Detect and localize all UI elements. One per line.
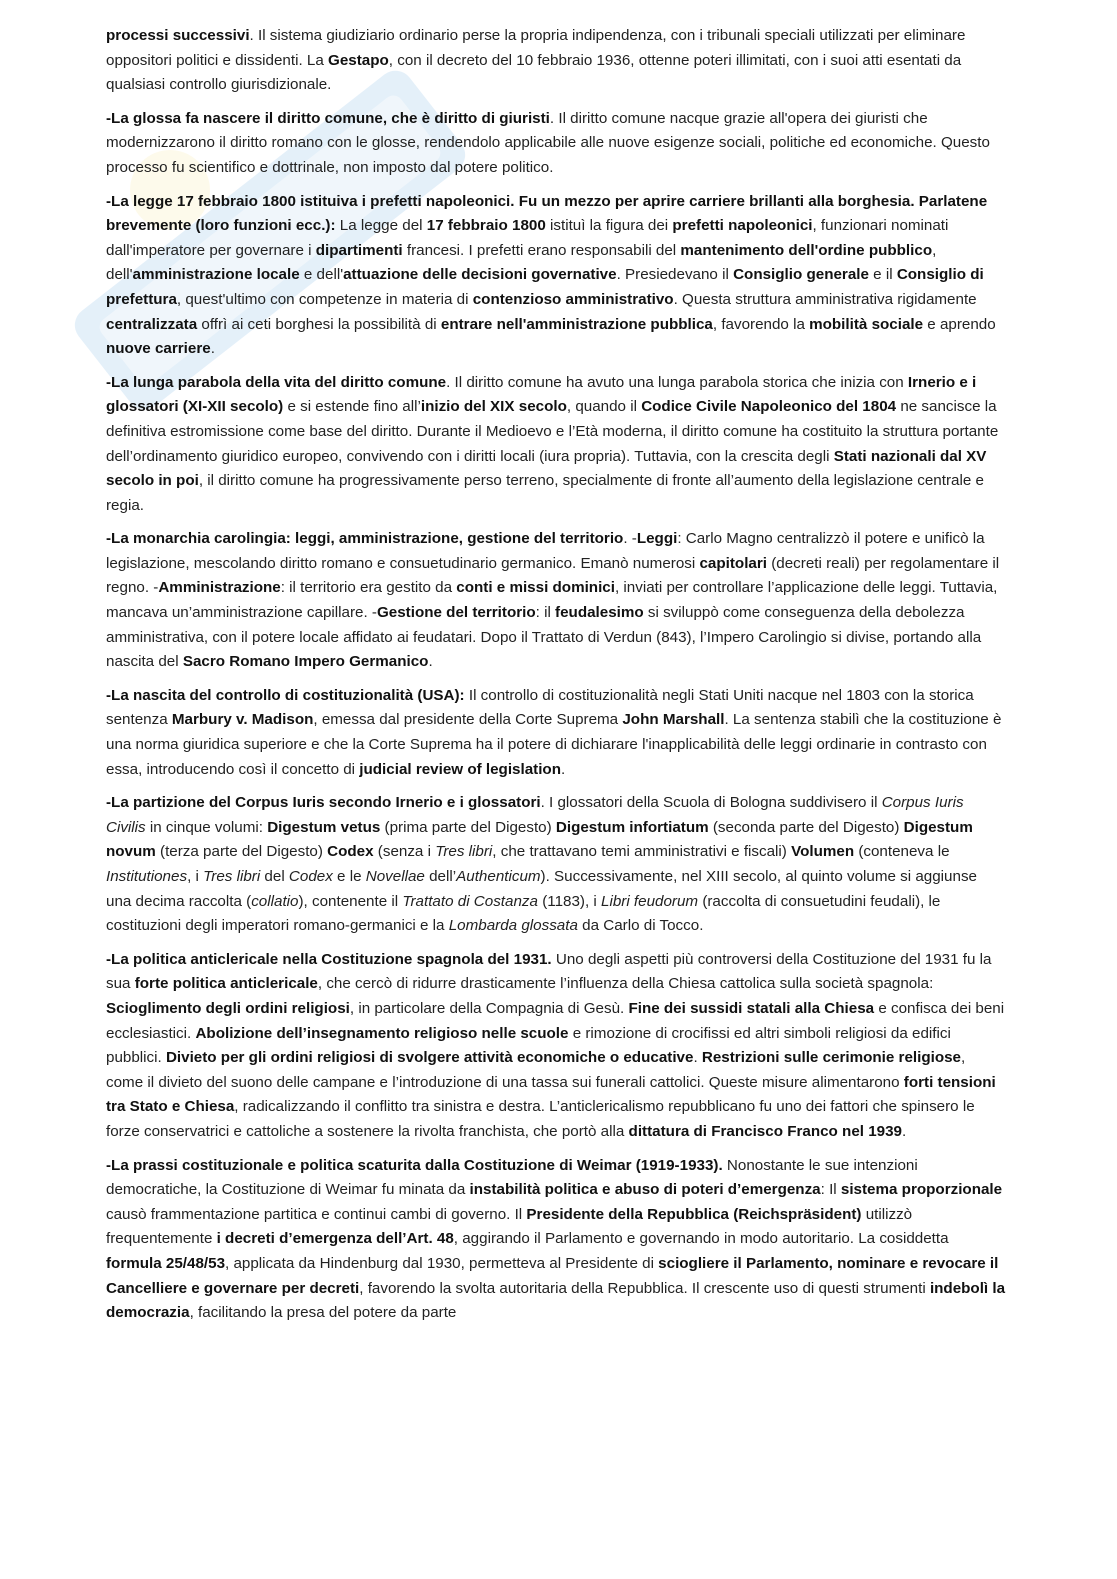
paragraph-prefetti bbox=[106, 190, 1006, 362]
bold-text: -La nascita del controllo di costituzionalità (USA): bbox=[106, 686, 465, 704]
body-text: ). Successivamente, nel XIII secolo, al quinto volume si aggiunse una decima raccolta ( bbox=[106, 868, 977, 910]
bold-text: Marbury v. Madison bbox=[171, 711, 314, 729]
bold-text: dittatura di Francisco Franco nel 1939 bbox=[628, 1122, 903, 1140]
body-text: . Presiedevano il bbox=[616, 266, 734, 284]
body-text: . Il diritto comune ha avuto una lunga parabola storica che inizia con bbox=[446, 373, 908, 391]
bold-text: -La politica anticlericale nella Costituzione spagnola del 1931. bbox=[106, 950, 552, 968]
bold-text: -La monarchia carolingia: leggi, amministrazione, gestione del territorio bbox=[106, 530, 624, 548]
body-text: , emessa dal presidente della Corte Suprema bbox=[313, 711, 623, 729]
bold-text: instabilità politica e abuso di poteri d’emergenza bbox=[469, 1181, 821, 1199]
body-text: (seconda parte del Digesto) bbox=[708, 818, 904, 836]
bold-text: indebolì la democrazia bbox=[106, 1279, 1006, 1322]
body-text: (1183), i bbox=[537, 892, 601, 910]
document-body bbox=[106, 24, 1006, 1335]
italic-text: Lombarda glossata bbox=[448, 917, 578, 935]
body-text: (senza i bbox=[373, 843, 436, 861]
body-text: . bbox=[428, 653, 433, 671]
body-text: , i bbox=[187, 868, 204, 885]
body-text: Il controllo di costituzionalità negli Stati Uniti nacque nel 1803 con la storica sentenza bbox=[106, 686, 974, 729]
body-text: . Il diritto comune nacque grazie all'opera dei giuristi che modernizzarono il diritto romano con le glosse, rendendolo applicabile alle nuove esigenze sociali, politiche ed economiche. Questo processo fu scientifico e dottrinale, non imposto dal potere politico. bbox=[106, 109, 990, 176]
body-text: istituì la figura dei bbox=[545, 217, 673, 235]
bold-text: Consiglio generale bbox=[733, 266, 869, 284]
bold-text: entrare nell'amministrazione pubblica bbox=[440, 315, 713, 333]
body-text: causò frammentazione partitica e continui cambi di governo. Il bbox=[106, 1205, 527, 1223]
bold-text: contenzioso amministrativo bbox=[472, 290, 674, 308]
body-text: . bbox=[693, 1049, 702, 1067]
bold-text: Irnerio e i glossatori (XI-XII secolo) bbox=[106, 373, 977, 416]
bold-text: nuove carriere bbox=[106, 340, 211, 358]
body-text: , applicata da Hindenburg dal 1930, permetteva al Presidente di bbox=[225, 1254, 659, 1272]
body-text: , il diritto comune ha progressivamente perso terreno, specialmente di fronte all’aumento della legislazione centrale e regia. bbox=[106, 472, 984, 514]
paragraph-usa bbox=[106, 684, 1006, 782]
body-text: e rimozione di crocifissi ed altri simboli religiosi da edifici pubblici. bbox=[106, 1024, 951, 1067]
body-text: . bbox=[561, 760, 566, 778]
bold-text: dipartimenti bbox=[315, 241, 403, 259]
body-text: , inviati per controllare l’applicazione delle leggi. Tuttavia, mancava un’amministrazione capillare. - bbox=[106, 579, 998, 622]
bold-text: -La prassi costituzionale e politica scaturita dalla Costituzione di Weimar (1919-1933). bbox=[106, 1156, 723, 1174]
body-text: : il territorio era gestito da bbox=[280, 579, 457, 597]
body-text: e il bbox=[868, 266, 897, 284]
body-text: utilizzò frequentemente bbox=[106, 1205, 913, 1248]
body-text: Nonostante le sue intenzioni democratiche, la Costituzione di Weimar fu minata da bbox=[106, 1156, 918, 1199]
bold-text: feudalesimo bbox=[555, 604, 644, 622]
paragraph-gestapo bbox=[106, 24, 1006, 98]
body-text: , radicalizzando il conflitto tra sinistra e destra. L’anticlericalismo repubblicano fu uno dei fattori che spinsero le forze conservatrici e cattoliche a sostenere la rivolta franchista, che portò alla bbox=[106, 1098, 975, 1140]
body-text: , quando il bbox=[566, 398, 642, 416]
bold-text: Restrizioni sulle cerimonie religiose bbox=[701, 1049, 962, 1067]
bold-text: Codice Civile Napoleonico del 1804 bbox=[641, 398, 897, 416]
body-text: e confisca dei beni ecclesiastici. bbox=[106, 999, 1005, 1042]
body-text: , come il divieto del suono delle campane e l’introduzione di una tassa sui funerali cattolici. Queste misure alimentarono bbox=[106, 1049, 966, 1091]
bold-text: Consiglio di prefettura bbox=[106, 266, 984, 308]
bold-text: judicial review of legislation bbox=[359, 760, 561, 778]
bold-text: prefetti napoleonici bbox=[672, 217, 813, 235]
bold-text: Digestum infortiatum bbox=[555, 818, 709, 836]
paragraph-parabola bbox=[106, 371, 1006, 519]
bold-text: Leggi bbox=[636, 530, 678, 548]
paragraph-corpus bbox=[106, 791, 1006, 939]
italic-text: Trattato di Costanza bbox=[402, 892, 538, 910]
body-text: . Questa struttura amministrativa rigidamente bbox=[673, 290, 977, 308]
body-text: : il bbox=[535, 604, 556, 622]
body-text: si sviluppò come conseguenza della debolezza amministrativa, con il potere locale affidato ai feudatari. Dopo il Trattato di Verdun (843), l’Impero Carolingio si divise, portando alla nascita del bbox=[106, 604, 982, 671]
body-text: in cinque volumi: bbox=[145, 818, 268, 836]
bold-text: mobilità sociale bbox=[809, 315, 924, 333]
italic-text: Tres libri bbox=[203, 868, 261, 885]
bold-text: Stati nazionali dal XV secolo in poi bbox=[106, 447, 987, 490]
body-text: (raccolta di consuetudini feudali), le costituzioni degli imperatori romano-germanici e la bbox=[106, 892, 941, 935]
bold-text: Digestum novum bbox=[106, 818, 973, 861]
body-text: , quest'ultimo con competenze in materia di bbox=[176, 290, 473, 308]
bold-text: mantenimento dell'ordine pubblico bbox=[680, 241, 933, 259]
body-text: e dell' bbox=[299, 266, 344, 284]
bold-text: Gestapo bbox=[328, 51, 389, 69]
bold-text: inizio del XIX secolo bbox=[420, 398, 567, 416]
bold-text: i decreti d’emergenza dell’Art. 48 bbox=[216, 1230, 454, 1248]
bold-text: Divieto per gli ordini religiosi di svolgere attività economiche o educative bbox=[165, 1049, 694, 1067]
body-text: (conteneva le bbox=[854, 843, 950, 861]
body-text: , facilitando la presa del potere da parte bbox=[189, 1304, 457, 1322]
paragraph-carolingia bbox=[106, 527, 1006, 675]
bold-text: centralizzata bbox=[106, 315, 198, 333]
body-text: , con il decreto del 10 febbraio 1936, ottenne poteri illimitati, con i suoi atti esentati da qualsiasi controllo giurisdizionale. bbox=[106, 51, 962, 94]
body-text: e aprendo bbox=[923, 315, 996, 333]
body-text: . La sentenza stabilì che la costituzione è una norma giuridica superiore e che la Corte Suprema ha il potere di dichiarare l'inapplicabilità delle leggi ordinarie in contrasto con essa, introducendo così il concetto di bbox=[106, 711, 1002, 778]
italic-text: Corpus Iuris Civilis bbox=[106, 794, 964, 836]
italic-text: Tres libri bbox=[435, 843, 493, 861]
bold-text: Scioglimento degli ordini religiosi bbox=[106, 999, 350, 1017]
body-text: . bbox=[210, 340, 215, 358]
body-text: . Il sistema giudiziario ordinario perse la propria indipendenza, con i tribunali speciali utilizzati per eliminare oppositori politici e dissidenti. La bbox=[106, 27, 966, 69]
body-text: , in particolare della Compagnia di Gesù. bbox=[349, 999, 629, 1017]
bold-text: Abolizione dell’insegnamento religioso nelle scuole bbox=[195, 1024, 569, 1042]
body-text: Uno degli aspetti più controversi della Costituzione del 1931 fu la sua bbox=[106, 950, 992, 993]
italic-text: Novellae bbox=[365, 868, 425, 885]
body-text: , aggirando il Parlamento e governando in modo autoritario. La cosiddetta bbox=[453, 1230, 949, 1248]
body-text: , dell' bbox=[106, 241, 937, 284]
bold-text: sciogliere il Parlamento, nominare e revocare il Cancelliere e governare per decreti bbox=[106, 1254, 999, 1297]
bold-text: Sacro Romano Impero Germanico bbox=[182, 653, 429, 671]
body-text: del bbox=[260, 868, 289, 885]
bold-text: forte politica anticlericale bbox=[134, 975, 318, 993]
paragraph-weimar bbox=[106, 1154, 1006, 1326]
bold-text: 17 febbraio 1800 bbox=[426, 217, 546, 235]
body-text: dell’ bbox=[424, 868, 457, 885]
paragraph-glossa bbox=[106, 107, 1006, 181]
body-text: (terza parte del Digesto) bbox=[155, 843, 328, 861]
bold-text: Volumen bbox=[791, 843, 855, 861]
bold-text: conti e missi dominici bbox=[456, 579, 615, 597]
bold-text: sistema proporzionale bbox=[840, 1181, 1003, 1199]
bold-text: attuazione delle decisioni governative bbox=[343, 266, 617, 284]
body-text: , che trattavano temi amministrativi e fiscali) bbox=[492, 843, 792, 861]
body-text: e le bbox=[332, 868, 366, 885]
body-text: ne sancisce la definitiva estromissione come base del diritto. Durante il Medioevo e l’Età moderna, il diritto comune ha costituito la struttura portante dell’ordinamento giuridico europeo, convivendo con i diritti locali (iura propria). Tuttavia, con la crescita degli bbox=[106, 398, 999, 465]
body-text: , favorendo la svolta autoritaria della Repubblica. Il crescente uso di questi strumenti bbox=[359, 1279, 930, 1297]
bold-text: -La lunga parabola della vita del diritto comune bbox=[106, 373, 447, 391]
body-text: . bbox=[902, 1122, 907, 1140]
bold-text: -La glossa fa nascere il diritto comune, che è diritto di giuristi bbox=[106, 109, 550, 127]
bold-text: Amministrazione bbox=[158, 579, 281, 597]
body-text: , funzionari nominati dall'imperatore per governare i bbox=[106, 217, 949, 259]
bold-text: forti tensioni tra Stato e Chiesa bbox=[106, 1073, 996, 1116]
body-text: : Il bbox=[820, 1181, 841, 1199]
bold-text: -La legge 17 febbraio 1800 istituiva i prefetti napoleonici. Fu un mezzo per aprire carriere brillanti alla borghesia. Parlatene brevemente (loro funzioni ecc.): bbox=[106, 192, 988, 235]
italic-text: Libri feudorum bbox=[601, 892, 699, 910]
bold-text: -La partizione del Corpus Iuris secondo Irnerio e i glossatori bbox=[106, 794, 541, 812]
paragraph-spagna bbox=[106, 948, 1006, 1145]
body-text: offrì ai ceti borghesi la possibilità di bbox=[197, 315, 441, 333]
bold-text: amministrazione locale bbox=[132, 266, 300, 284]
italic-text: collatio bbox=[251, 892, 299, 910]
italic-text: Authenticum bbox=[456, 868, 541, 885]
bold-text: formula 25/48/53 bbox=[106, 1254, 226, 1272]
body-text: : Carlo Magno centralizzò il potere e unificò la legislazione, mescolando diritto romano e consuetudinario germanico. Emanò numerosi bbox=[106, 530, 985, 572]
bold-text: Fine dei sussidi statali alla Chiesa bbox=[628, 999, 875, 1017]
bold-text: Gestione del territorio bbox=[376, 604, 536, 622]
bold-text: Presidente della Repubblica (Reichspräsident) bbox=[526, 1205, 862, 1223]
body-text: La legge del bbox=[335, 217, 427, 235]
body-text: (prima parte del Digesto) bbox=[380, 818, 556, 836]
italic-text: Codex bbox=[288, 868, 333, 885]
bold-text: capitolari bbox=[699, 554, 768, 572]
bold-text: John Marshall bbox=[622, 711, 725, 729]
body-text: ), contenente il bbox=[298, 892, 403, 910]
body-text: , favorendo la bbox=[712, 315, 810, 333]
body-text: francesi. I prefetti erano responsabili del bbox=[402, 241, 681, 259]
body-text: . I glossatori della Scuola di Bologna suddivisero il bbox=[540, 794, 882, 812]
italic-text: Institutiones bbox=[106, 868, 188, 885]
bold-text: Codex bbox=[327, 843, 374, 861]
body-text: (decreti reali) per regolamentare il regno. - bbox=[106, 554, 1000, 597]
body-text: . - bbox=[623, 530, 637, 548]
body-text: , che cercò di ridurre drasticamente l’influenza della Chiesa cattolica sulla società spagnola: bbox=[317, 975, 934, 993]
bold-text: processi successivi bbox=[106, 27, 250, 44]
body-text: da Carlo di Tocco. bbox=[577, 917, 704, 935]
bold-text: Digestum vetus bbox=[267, 818, 381, 836]
body-text: e si estende fino all’ bbox=[283, 398, 421, 416]
